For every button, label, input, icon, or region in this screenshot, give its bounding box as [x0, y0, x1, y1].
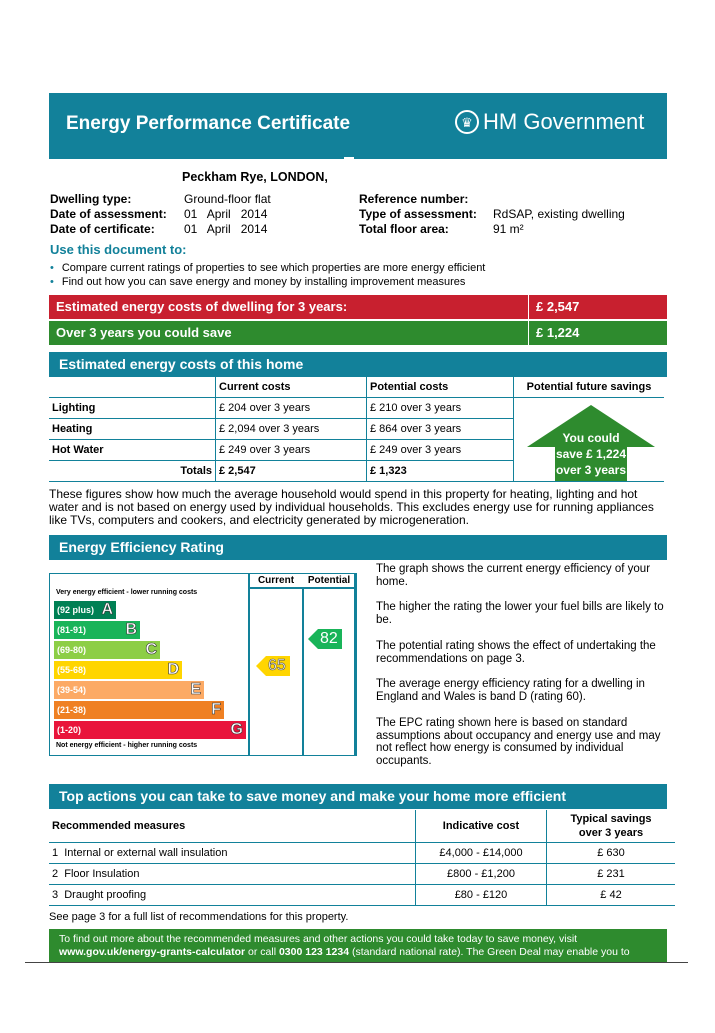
table-header: Potential future savings: [514, 377, 665, 398]
rating-section-title: Energy Efficiency Rating: [49, 535, 667, 560]
table-header: Current costs: [216, 377, 367, 398]
arrow-line: You could: [562, 431, 620, 445]
use-document-title: Use this document to:: [50, 242, 187, 257]
estimated-cost-value: £ 2,547: [529, 295, 667, 319]
bullet-text: Find out how you can save energy and money by installing improvement measures: [61, 276, 466, 288]
epc-rating-chart: [49, 573, 357, 756]
table-header: [49, 377, 216, 398]
band-a: [54, 601, 116, 619]
actions-section-title: Top actions you can take to save money and make your home more efficient: [49, 784, 667, 809]
dwelling-type-value: Ground-floor flat: [184, 192, 271, 206]
floor-area-label: Total floor area:: [359, 222, 449, 236]
band-letter: G: [230, 721, 243, 738]
column-divider: [302, 589, 304, 755]
totals-label: Totals: [49, 461, 216, 482]
potential-cost: £ 249 over 3 years: [367, 440, 514, 461]
royal-crest-icon: ♛: [455, 110, 479, 134]
band-range: (55-68): [57, 665, 87, 675]
band-range: (92 plus): [57, 605, 95, 615]
brand-name: HM Government: [483, 109, 645, 134]
row-label: Heating: [49, 419, 216, 440]
band-b: [54, 621, 140, 639]
current-cost: £ 2,094 over 3 years: [216, 419, 367, 440]
row-label: Lighting: [49, 398, 216, 419]
band-letter: B: [125, 621, 137, 638]
band-letter: E: [190, 681, 201, 698]
assessment-date-label: Date of assessment:: [50, 207, 167, 221]
header-line: Typical savings: [570, 813, 652, 825]
grants-calculator-link[interactable]: www.gov.uk/energy-grants-calculator: [59, 946, 246, 958]
bullet-icon: •: [50, 276, 54, 288]
savings-value: £ 1,224: [529, 321, 667, 345]
inefficient-note: Not energy efficient - higher running costs: [56, 742, 198, 749]
costs-section-title: Estimated energy costs of this home: [49, 352, 667, 377]
rating-paragraph: The EPC rating shown here is based on standard assumptions about occupancy and energy use and may not reflect how energy is consumed by individual occupants.: [376, 717, 661, 767]
table-row: [49, 843, 675, 864]
page-edge-line: [25, 962, 688, 963]
certificate-date-label: Date of certificate:: [50, 222, 155, 236]
band-range: (21-38): [57, 705, 87, 715]
assessment-date-value: 01 April 2014: [184, 207, 268, 221]
list-item: [50, 262, 485, 274]
phone-number: 0300 123 1234: [278, 946, 350, 958]
footer-text: (standard national rate). The Green Deal may enable you to: [349, 946, 630, 958]
current-rating-marker: [256, 656, 290, 676]
rating-paragraph: The potential rating shows the effect of undertaking the recommendations on page 3.: [376, 640, 656, 665]
dwelling-type-label: Dwelling type:: [50, 192, 132, 206]
band-letter: A: [101, 601, 113, 618]
divider: [344, 157, 354, 159]
hm-government-logo: [455, 109, 644, 135]
see-more-note: See page 3 for a full list of recommendations for this property.: [49, 911, 349, 923]
table-row: [49, 864, 675, 885]
arrow-line: save £ 1,224: [555, 447, 627, 461]
assessment-type-label: Type of assessment:: [359, 207, 477, 221]
band-range: (39-54): [57, 685, 87, 695]
footer-banner: [49, 929, 667, 962]
bullet-icon: •: [50, 262, 54, 274]
band-range: (69-80): [57, 645, 87, 655]
band-range: (81-91): [57, 625, 87, 635]
current-column-header: Current: [257, 575, 295, 586]
estimated-cost-label: Estimated energy costs of dwelling for 3 years:: [49, 295, 528, 319]
total-potential: £ 1,323: [367, 461, 514, 482]
measure: 3 Draught proofing: [49, 885, 416, 906]
band-g: [54, 721, 246, 739]
measure: 1 Internal or external wall insulation: [49, 843, 416, 864]
indicative-cost: £800 - £1,200: [416, 864, 547, 885]
arrow-left-icon: [308, 629, 318, 649]
potential-cost: £ 210 over 3 years: [367, 398, 514, 419]
band-f: [54, 701, 224, 719]
table-header: Recommended measures: [49, 810, 416, 843]
efficient-note: Very energy efficient - lower running costs: [56, 589, 198, 596]
table-row: [49, 885, 675, 906]
band-letter: D: [167, 661, 179, 678]
savings-label: Over 3 years you could save: [49, 321, 528, 345]
rating-paragraph: The average energy efficiency rating for a dwelling in England and Wales is band D (rating 60).: [376, 678, 645, 703]
band-letter: C: [145, 641, 157, 658]
potential-column-header: Potential: [307, 575, 351, 586]
page-title: Energy Performance Certificate: [66, 113, 351, 134]
rating-paragraph: The higher the rating the lower your fuel bills are likely to be.: [376, 601, 664, 626]
typical-saving: £ 630: [547, 843, 676, 864]
band-letter: F: [211, 701, 221, 718]
potential-rating-value: 82: [318, 629, 342, 649]
footer-line: [59, 946, 667, 959]
row-label: Hot Water: [49, 440, 216, 461]
actions-table: [49, 810, 675, 906]
band-range: (1-20): [57, 725, 82, 735]
assessment-type-value: RdSAP, existing dwelling: [493, 207, 625, 221]
certificate-date-value: 01 April 2014: [184, 222, 268, 236]
current-cost: £ 204 over 3 years: [216, 398, 367, 419]
band-c: [54, 641, 160, 659]
header-line: over 3 years: [578, 827, 644, 839]
indicative-cost: £80 - £120: [416, 885, 547, 906]
indicative-cost: £4,000 - £14,000: [416, 843, 547, 864]
table-header: Indicative cost: [416, 810, 547, 843]
arrow-line: over 3 years: [555, 463, 627, 477]
property-address: Peckham Rye, LONDON,: [182, 170, 328, 184]
measure: 2 Floor Insulation: [49, 864, 416, 885]
floor-area-value: 91 m²: [493, 222, 524, 236]
table-header: [547, 810, 676, 843]
current-rating-value: 65: [266, 656, 290, 676]
list-item: [50, 276, 465, 288]
band-e: [54, 681, 204, 699]
footer-line: To find out more about the recommended measures and other actions you could take today to save money, visit: [59, 933, 578, 945]
potential-rating-marker: [308, 629, 342, 649]
footer-text: or call: [245, 946, 279, 958]
rating-paragraph: The graph shows the current energy efficiency of your home.: [376, 563, 651, 588]
costs-note: These figures show how much the average household would spend in this property for heating, lighting and hot water and is not based on energy used by individual households. This excludes energy use for running appliances like TVs, computers and cookers, and electricity generated by microgeneration.: [49, 487, 654, 527]
reference-number-label: Reference number:: [359, 192, 469, 206]
bullet-text: Compare current ratings of properties to see which properties are more energy efficient: [61, 262, 486, 274]
savings-arrow-text: [545, 430, 637, 478]
table-header: Potential costs: [367, 377, 514, 398]
column-divider: [354, 574, 356, 755]
header-divider: [248, 587, 356, 589]
arrow-left-icon: [256, 656, 266, 676]
band-d: [54, 661, 182, 679]
current-cost: £ 249 over 3 years: [216, 440, 367, 461]
typical-saving: £ 231: [547, 864, 676, 885]
total-current: £ 2,547: [216, 461, 367, 482]
typical-saving: £ 42: [547, 885, 676, 906]
potential-cost: £ 864 over 3 years: [367, 419, 514, 440]
column-divider: [248, 574, 250, 755]
